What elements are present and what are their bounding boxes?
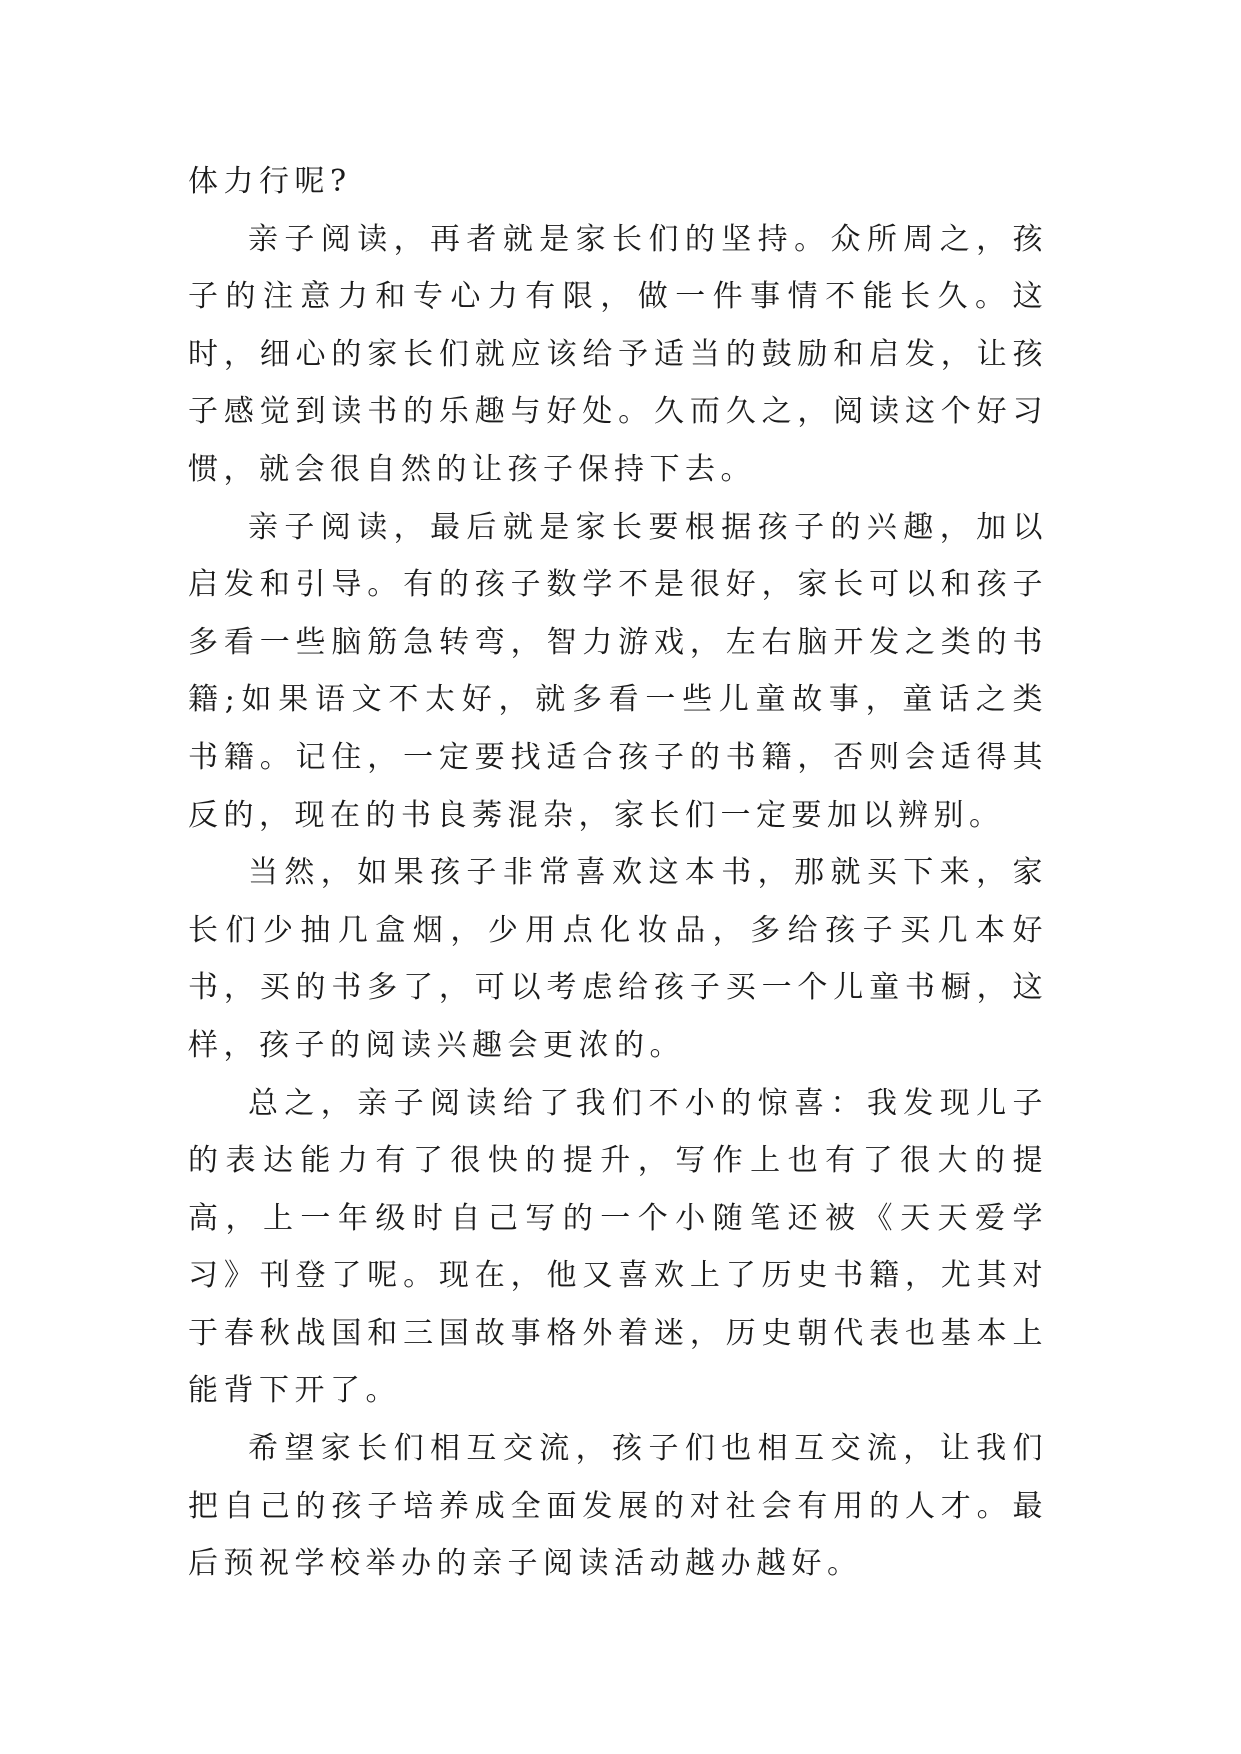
paragraph-persistence: 亲子阅读，再者就是家长们的坚持。众所周之，孩子的注意力和专心力有限，做一件事情不能长久。这时，细心的家长们就应该给予适当的鼓励和启发，让孩子感觉到读书的乐趣与好处。久而久之，阅读这个好习惯，就会很自然的让孩子保持下去。 (188, 221, 1048, 487)
paragraph-closing: 希望家长们相互交流，孩子们也相互交流，让我们把自己的孩子培养成全面发展的对社会有用的人才。最后预祝学校举办的亲子阅读活动越办越好。 (188, 1431, 1048, 1582)
paragraph-continuation: 体力行呢? (188, 164, 352, 199)
paragraph-buying-books: 当然，如果孩子非常喜欢这本书，那就买下来，家长们少抽几盒烟，少用点化妆品，多给孩子买几本好书，买的书多了，可以考虑给孩子买一个儿童书橱，这样，孩子的阅读兴趣会更浓的。 (188, 855, 1048, 1063)
paragraph-summary: 总之，亲子阅读给了我们不小的惊喜：我发现儿子的表达能力有了很快的提升，写作上也有了很大的提高，上一年级时自己写的一个小随笔还被《天天爱学习》刊登了呢。现在，他又喜欢上了历史书籍，尤其对于春秋战国和三国故事格外着迷，历史朝代表也基本上能背下开了。 (188, 1085, 1048, 1409)
document-body (188, 153, 1048, 1593)
paragraph-interest-guidance: 亲子阅读，最后就是家长要根据孩子的兴趣，加以启发和引导。有的孩子数学不是很好，家长可以和孩子多看一些脑筋急转弯，智力游戏，左右脑开发之类的书籍;如果语文不太好，就多看一些儿童故事，童话之类书籍。记住，一定要找适合孩子的书籍，否则会适得其反的，现在的书良莠混杂，家长们一定要加以辨别。 (188, 509, 1048, 833)
